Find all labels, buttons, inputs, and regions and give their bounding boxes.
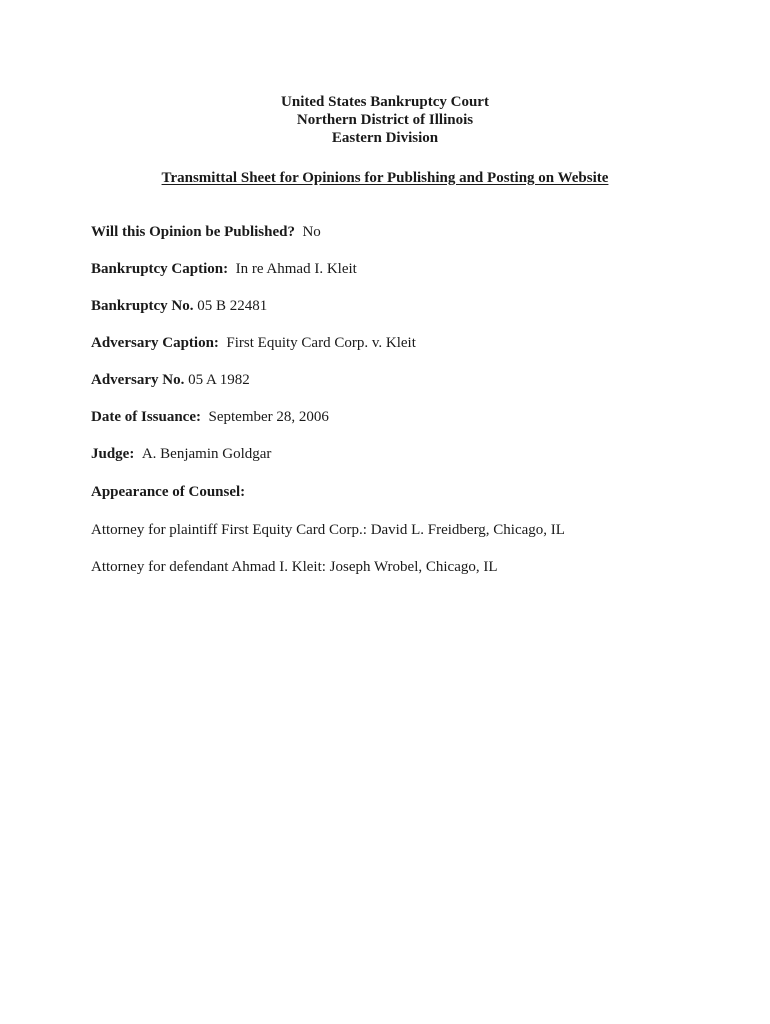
court-division: Eastern Division (331, 130, 439, 146)
counsel-defendant: Attorney for defendant Ahmad I. Kleit: Joseph Wrobel, Chicago, IL (91, 559, 498, 575)
field-adversary-no-value: 05 A 1982 (188, 372, 250, 388)
field-adversary-caption (91, 335, 416, 352)
field-published-label: Will this Opinion be Published? (91, 224, 295, 240)
field-judge-value: A. Benjamin Goldgar (141, 446, 272, 462)
field-adversary-no (91, 372, 250, 389)
field-judge (91, 446, 271, 463)
court-name: United States Bankruptcy Court (281, 94, 489, 110)
field-date-of-issuance-label: Date of Issuance: (91, 409, 201, 425)
field-date-of-issuance-value: September 28, 2006 (208, 409, 329, 425)
field-adversary-caption-label: Adversary Caption: (91, 335, 219, 351)
field-date-of-issuance (91, 409, 329, 426)
field-judge-label: Judge: (91, 446, 135, 462)
field-bankruptcy-caption-value: In re Ahmad I. Kleit (235, 261, 357, 277)
field-appearance-of-counsel-label: Appearance of Counsel: (91, 484, 246, 500)
field-adversary-no-label: Adversary No. (91, 372, 185, 388)
field-published (91, 224, 321, 241)
field-bankruptcy-no-label: Bankruptcy No. (91, 298, 194, 314)
field-adversary-caption-value: First Equity Card Corp. v. Kleit (226, 335, 416, 351)
field-published-value: No (302, 224, 321, 240)
field-bankruptcy-caption (91, 261, 357, 278)
counsel-plaintiff: Attorney for plaintiff First Equity Card Corp.: David L. Freidberg, Chicago, IL (91, 522, 565, 538)
field-bankruptcy-no (91, 298, 267, 315)
court-header (0, 93, 770, 147)
field-bankruptcy-caption-label: Bankruptcy Caption: (91, 261, 229, 277)
court-district: Northern District of Illinois (296, 112, 474, 128)
field-appearance-of-counsel (91, 484, 245, 501)
field-bankruptcy-no-value: 05 B 22481 (197, 298, 268, 314)
document-title: Transmittal Sheet for Opinions for Publishing and Posting on Website (161, 170, 609, 186)
